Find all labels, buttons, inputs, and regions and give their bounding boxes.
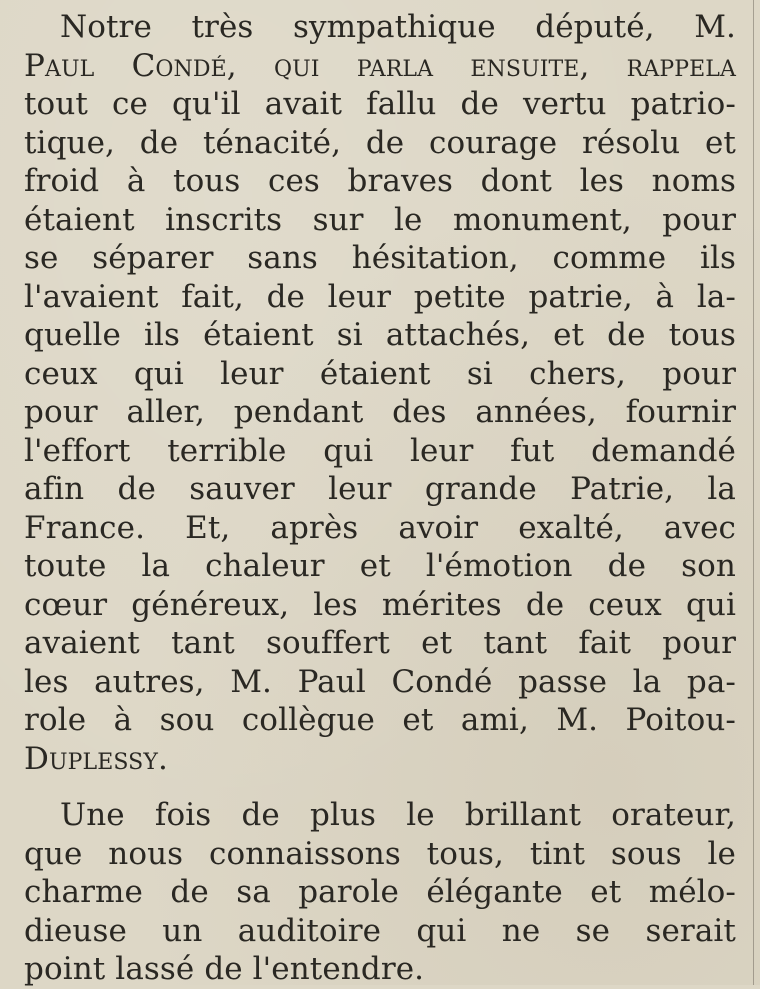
- text-line: Paul Condé, qui parla ensuite, rappela: [24, 47, 736, 84]
- text-line: France. Et, après avoir exalté, avec: [24, 509, 736, 546]
- text-line: que nous connaissons tous, tint sous le: [24, 835, 736, 872]
- text-line: quelle ils étaient si attachés, et de tous: [24, 317, 736, 353]
- text-line: charme de sa parole élégante et mélo-: [24, 874, 736, 910]
- text-line: point lassé de l'entendre.: [24, 951, 425, 987]
- text-line: Duplessy.: [24, 740, 168, 777]
- text-line: l'effort terrible qui leur fut demandé: [24, 432, 736, 469]
- article-text: [24, 8, 736, 989]
- text-line: ceux qui leur étaient si chers, pour: [24, 355, 736, 392]
- text-line: cœur généreux, les mérites de ceux qui: [24, 586, 736, 623]
- text-line: afin de sauver leur grande Patrie, la: [24, 471, 736, 507]
- text-line: tique, de ténacité, de courage résolu et: [24, 124, 736, 161]
- text-line: tout ce qu'il avait fallu de vertu patrio-: [24, 86, 736, 122]
- text-line: se séparer sans hésitation, comme ils: [24, 240, 736, 276]
- text-line: role à sou collègue et ami, M. Poitou-: [24, 702, 736, 738]
- text-line: Notre très sympathique député, M.: [60, 9, 736, 45]
- text-line: Une fois de plus le brillant orateur,: [60, 797, 736, 833]
- text-line: étaient inscrits sur le monument, pour: [24, 201, 736, 238]
- text-line: toute la chaleur et l'émotion de son: [24, 548, 736, 584]
- text-line: dieuse un auditoire qui ne se serait: [24, 912, 736, 949]
- text-line: froid à tous ces braves dont les noms: [24, 163, 736, 199]
- text-line: les autres, M. Paul Condé passe la pa-: [24, 663, 736, 700]
- paragraph-gap: [24, 778, 736, 796]
- text-line: avaient tant souffert et tant fait pour: [24, 625, 736, 661]
- column-rule: [753, 0, 754, 985]
- text-line: pour aller, pendant des années, fournir: [24, 394, 736, 430]
- text-line: l'avaient fait, de leur petite patrie, à la-: [24, 278, 736, 315]
